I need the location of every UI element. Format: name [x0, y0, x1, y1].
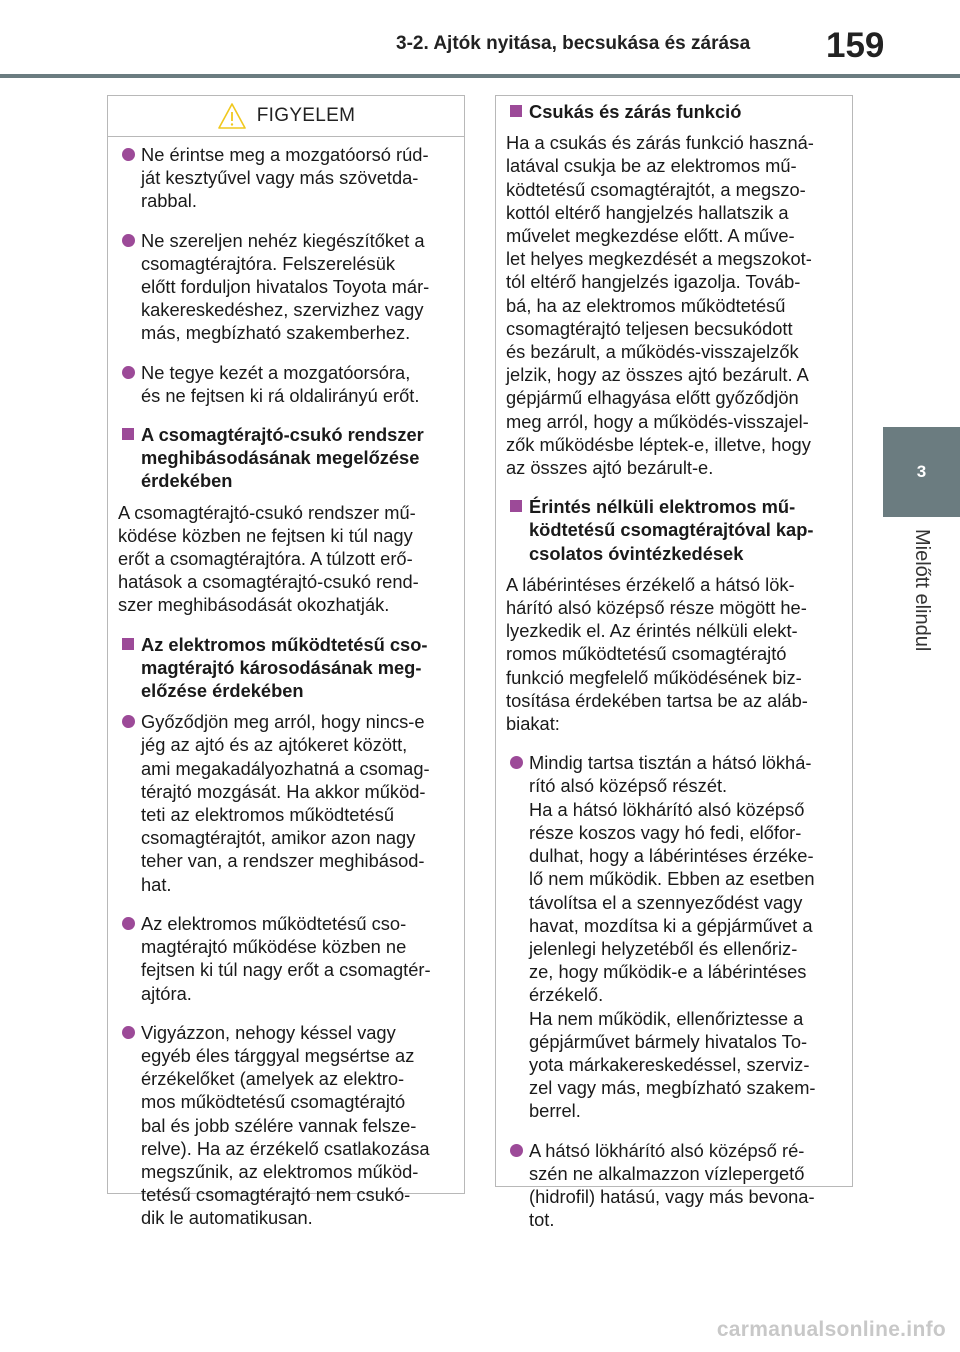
bullet-square-icon	[122, 638, 134, 650]
header-divider	[0, 74, 960, 78]
list-item-text: Vigyázzon, nehogy késsel vagy egyéb éles tárggyal megsértse az érzékelőket (amelyek az elektro- mos működtetésű csomagtérajtó bal és jobb szélére vannak felsze- relve). Ha az érzékelő csatlakozása megszűnik, az elektromos működ- tetésű csomagtérajtó nem csukó- dik le automatikusan.	[141, 1021, 430, 1229]
list-item	[118, 229, 450, 345]
list-item	[118, 361, 450, 407]
warning-header	[108, 96, 464, 137]
chapter-label: Mielőtt elindul	[911, 528, 933, 652]
subheading	[506, 100, 840, 123]
subheading	[506, 495, 840, 565]
subheading-text: Érintés nélküli elektromos mű- ködtetésű csomagtérajtóval kap- csolatos óvintézkedések	[529, 496, 814, 564]
bullet-dot-icon	[122, 366, 135, 379]
list-item-text: Mindig tartsa tisztán a hátsó lökhá- rító alsó középső részét. Ha a hátsó lökhárító alsó középső része koszos vagy hó fedi, előfor- dulhat, hogy a lábérintéses érzéke- lő nem működik. Ebben az esetben távolítsa el a szennyeződést vagy havat, mozdítsa ki a gépjárművet a jelenlegi helyzetéből és ellenőriz- ze, hogy működik-e a lábérintéses érzékelő. Ha nem működik, ellenőriztesse a gépjárművet bármely hivatalos To- yota márkakereskedéssel, szerviz- zel vagy más, megbízható szakem- berrel.	[529, 752, 816, 1122]
list-item-text: Ne érintse meg a mozgatóorsó rúd- ját kesztyűvel vagy más szövetda- rabbal.	[141, 144, 429, 212]
info-box	[495, 95, 853, 1231]
paragraph: A lábérintéses érzékelő a hátsó lök- hárító alsó középső része mögött he- lyezkedik el. Az érintés nélküli elekt- romos működtetésű csomagtérajtó funkció megfelelő működésének biz- tosítása érdekében tartsa be az aláb- biakat:	[506, 573, 808, 735]
paragraph: A csomagtérajtó-csukó rendszer mű- ködése közben ne fejtsen ki túl nagy erőt a csomagtérajtóra. A túlzott erő- hatások a csomagtérajtó-csukó rend- szer meghibásodását okozhatják.	[118, 501, 419, 616]
chapter-number: 3	[916, 462, 927, 481]
list-item-text: Győződjön meg arról, hogy nincs-e jég az ajtó és az ajtókeret között, ami megakadályozhatná a csomag- térajtó mozgását. Ha akkor működ- teti az elektromos működtetésű csomagtérajtót, amikor azon nagy teher van, a rendszer meghibásod- hat.	[141, 711, 430, 895]
bullet-square-icon	[122, 428, 134, 440]
chapter-tab	[883, 427, 960, 517]
bullet-dot-icon	[510, 756, 523, 769]
bullet-dot-icon	[122, 715, 135, 728]
subheading-text: A csomagtérajtó-csukó rendszer meghibásodásának megelőzése érdekében	[141, 424, 424, 492]
warning-triangle-icon	[217, 102, 247, 130]
subheading	[118, 423, 450, 493]
watermark: carmanualsonline.info	[716, 1318, 946, 1341]
page-number: 159	[826, 26, 885, 65]
warning-title: FIGYELEM	[256, 105, 356, 126]
bullet-dot-icon	[122, 148, 135, 161]
bullet-square-icon	[510, 500, 522, 512]
list-item	[506, 751, 840, 1122]
bullet-dot-icon	[122, 1026, 135, 1039]
list-item	[506, 1139, 840, 1232]
list-item	[118, 143, 450, 213]
list-item	[118, 710, 450, 896]
warning-content	[108, 137, 464, 1230]
bullet-dot-icon	[510, 1144, 523, 1157]
paragraph: Ha a csukás és zárás funkció haszná- latával csukja be az elektromos mű- ködtetésű csomagtérajtót, a megszo- kottól eltérő hangjelzés hallatszik a művelet megkezdése előtt. A műve- let helyes megkezdését a megszokot- tól eltérő hangjelzés igazolja. Továb- bá, ha az elektromos működtetésű csomagtérajtó teljesen becsukódott és bezárult, a működés-visszajelzők jelzik, hogy az összes ajtó bezárult. A gépjármű elhagyása előtt győződjön meg arról, hogy a működés-visszajel- zők működésbe léptek-e, illetve, hogy az összes ajtó bezárult-e.	[506, 132, 814, 479]
chapter-label-container	[883, 520, 960, 660]
bullet-dot-icon	[122, 234, 135, 247]
list-item-text: Ne szereljen nehéz kiegészítőket a csomagtérajtóra. Felszerelésük előtt forduljon hivatalos Toyota már- kakereskedéshez, szervizhez vagy más, megbízható szakemberhez.	[141, 229, 430, 344]
section-title: 3-2. Ajtók nyitása, becsukása és zárása	[396, 33, 751, 54]
subheading-text: Csukás és zárás funkció	[529, 101, 742, 122]
subheading-text: Az elektromos működtetésű cso- magtérajtó károsodásának meg- előzése érdekében	[141, 633, 428, 702]
list-item-text: Ne tegye kezét a mozgatóorsóra, és ne fejtsen ki rá oldalirányú erőt.	[141, 361, 420, 406]
list-item	[118, 912, 450, 1005]
list-item-text: A hátsó lökhárító alsó középső ré- szén ne alkalmazzon vízlepergető (hidrofil) hatású, vagy más bevona- tot.	[529, 1139, 815, 1231]
list-item-text: Az elektromos működtetésű cso- magtérajtó működése közben ne fejtsen ki túl nagy erőt a csomagtér- ajtóra.	[141, 912, 431, 1004]
warning-box	[107, 95, 465, 1229]
bullet-dot-icon	[122, 917, 135, 930]
list-item	[118, 1021, 450, 1230]
bullet-square-icon	[510, 105, 522, 117]
subheading	[118, 633, 450, 703]
